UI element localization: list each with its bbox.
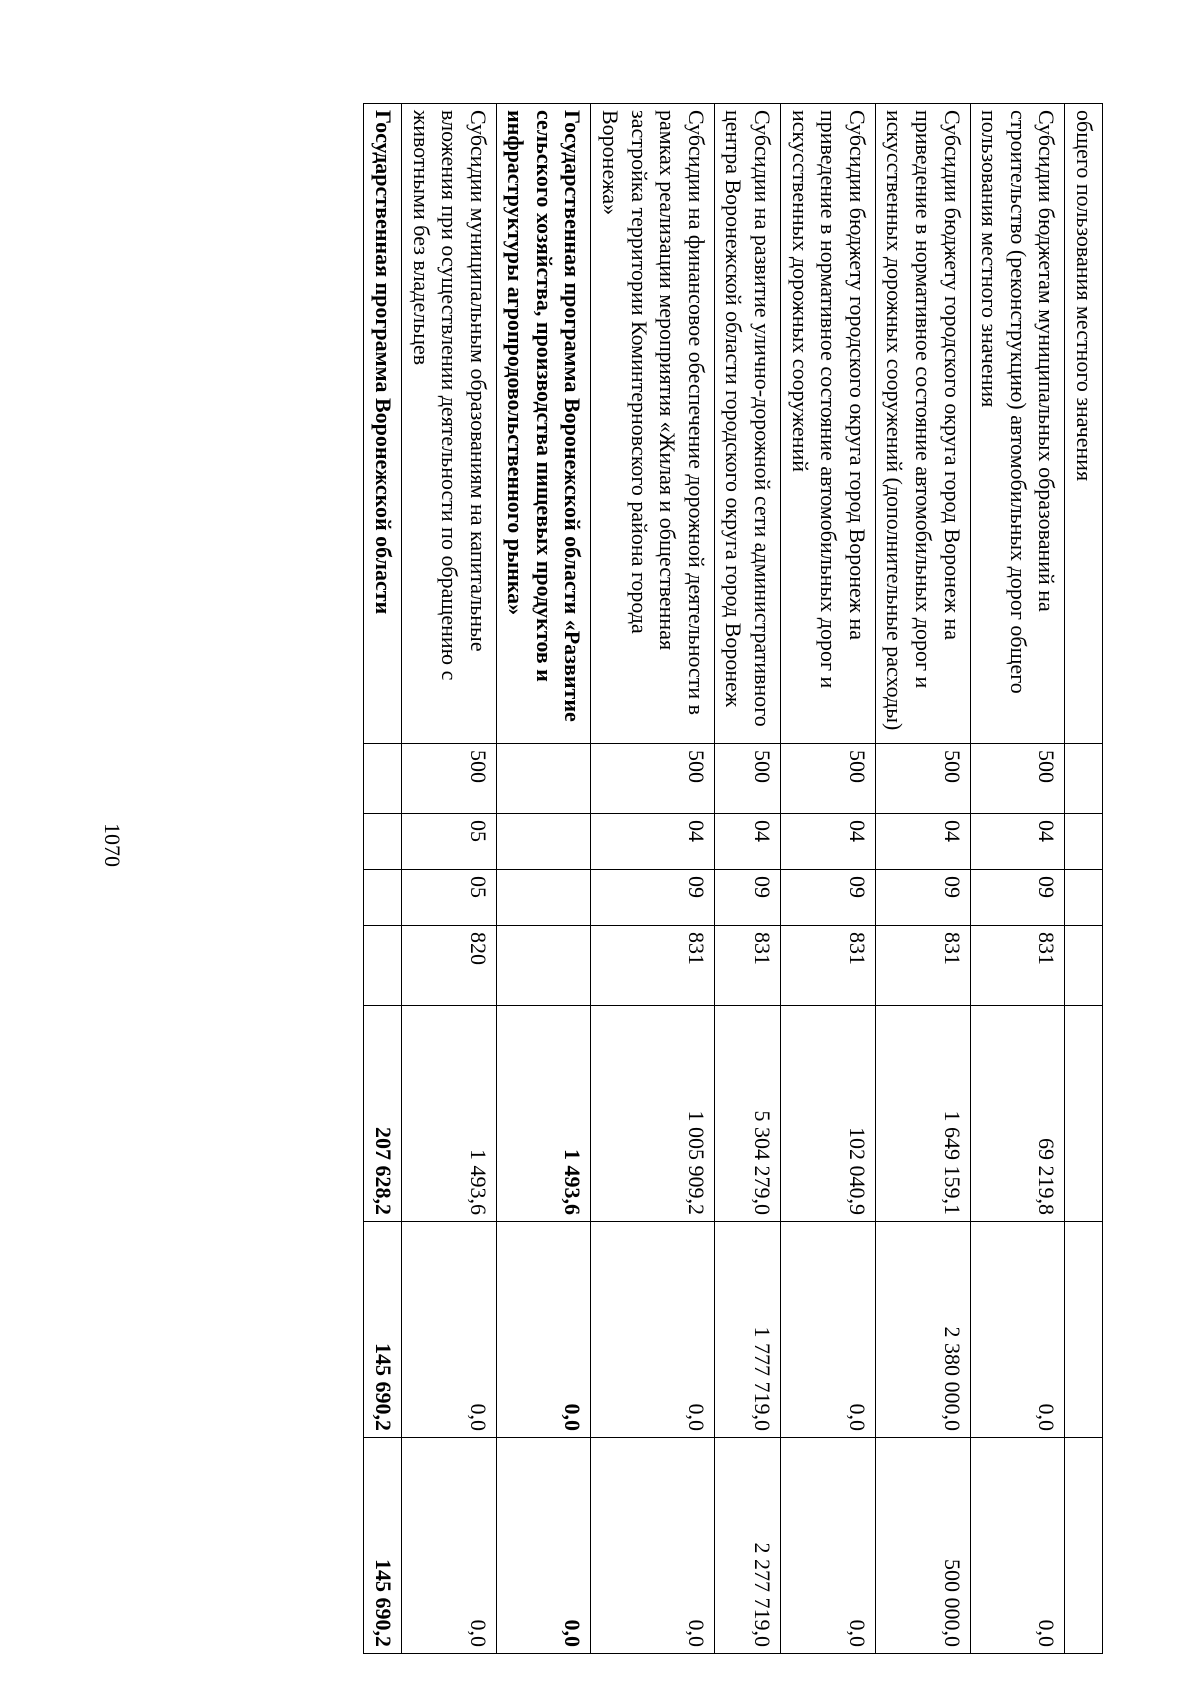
subsection-code: 05 <box>401 870 496 926</box>
amount-year-2: 2 380 000,0 <box>875 1222 970 1438</box>
section-code <box>1065 814 1103 870</box>
grbs-code: 500 <box>781 744 876 814</box>
section-code: 04 <box>875 814 970 870</box>
grbs-code: 500 <box>714 744 780 814</box>
amount-year-2: 145 690,2 <box>364 1222 402 1438</box>
amount-year-3: 0,0 <box>496 1438 591 1654</box>
row-name: Государственная программа Воронежской области «Развитие сельского хозяйства, производства пищевых продуктов и инфраструктуры агропродовольственного рынка» <box>496 104 591 744</box>
row-name: Субсидии муниципальным образованиям на капитальные вложения при осуществлении деятельности по обращению с животными без владельцев <box>401 104 496 744</box>
amount-year-1: 1 005 909,2 <box>591 1006 714 1222</box>
section-code: 04 <box>781 814 876 870</box>
amount-year-3: 2 277 719,0 <box>714 1438 780 1654</box>
table-row <box>591 104 714 1654</box>
expense-type-code <box>364 926 402 1006</box>
amount-year-2: 1 777 719,0 <box>714 1222 780 1438</box>
amount-year-2: 0,0 <box>496 1222 591 1438</box>
expense-type-code: 831 <box>591 926 714 1006</box>
amount-year-1 <box>1065 1006 1103 1222</box>
subsection-code <box>1065 870 1103 926</box>
section-code <box>496 814 591 870</box>
amount-year-1: 1 493,6 <box>496 1006 591 1222</box>
amount-year-2: 0,0 <box>781 1222 876 1438</box>
amount-year-3: 0,0 <box>781 1438 876 1654</box>
expense-type-code: 831 <box>875 926 970 1006</box>
amount-year-1: 102 040,9 <box>781 1006 876 1222</box>
amount-year-2: 0,0 <box>591 1222 714 1438</box>
row-name: общего пользования местного значения <box>1065 104 1103 744</box>
expense-type-code: 831 <box>714 926 780 1006</box>
expense-type-code: 820 <box>401 926 496 1006</box>
budget-table <box>363 103 1103 1654</box>
expense-type-code <box>496 926 591 1006</box>
amount-year-1: 69 219,8 <box>970 1006 1065 1222</box>
grbs-code: 500 <box>401 744 496 814</box>
row-name: Субсидии бюджету городского округа город Воронеж на приведение в нормативное состояние автомобильных дорог и искусственных дорожных сооружений <box>781 104 876 744</box>
amount-year-1: 1 649 159,1 <box>875 1006 970 1222</box>
row-name: Государственная программа Воронежской области <box>364 104 402 744</box>
section-code: 05 <box>401 814 496 870</box>
amount-year-3: 0,0 <box>970 1438 1065 1654</box>
subsection-code <box>496 870 591 926</box>
subsection-code: 09 <box>875 870 970 926</box>
expense-type-code <box>1065 926 1103 1006</box>
amount-year-2: 0,0 <box>970 1222 1065 1438</box>
section-code: 04 <box>714 814 780 870</box>
page-number: 1070 <box>100 823 125 867</box>
table-row-program-total <box>496 104 591 1654</box>
table-row <box>781 104 876 1654</box>
table-row <box>1065 104 1103 1654</box>
section-code: 04 <box>970 814 1065 870</box>
row-name: Субсидии бюджетам муниципальных образований на строительство (реконструкцию) автомобильных дорог общего пользования местного значения <box>970 104 1065 744</box>
amount-year-2: 0,0 <box>401 1222 496 1438</box>
row-name: Субсидии бюджету городского округа город Воронеж на приведение в нормативное состояние автомобильных дорог и искусственных дорожных сооружений (дополнительные расходы) <box>875 104 970 744</box>
amount-year-3 <box>1065 1438 1103 1654</box>
grbs-code <box>1065 744 1103 814</box>
subsection-code: 09 <box>591 870 714 926</box>
grbs-code <box>496 744 591 814</box>
row-name: Субсидии на финансовое обеспечение дорожной деятельности в рамках реализации мероприятия «Жилая и общественная застройка территории Коминтерновского района города Воронежа» <box>591 104 714 744</box>
amount-year-3: 0,0 <box>591 1438 714 1654</box>
amount-year-3: 145 690,2 <box>364 1438 402 1654</box>
table-row <box>875 104 970 1654</box>
subsection-code: 09 <box>781 870 876 926</box>
amount-year-3: 500 000,0 <box>875 1438 970 1654</box>
table-row <box>401 104 496 1654</box>
amount-year-1: 207 628,2 <box>364 1006 402 1222</box>
table-row <box>714 104 780 1654</box>
grbs-code: 500 <box>970 744 1065 814</box>
amount-year-1: 1 493,6 <box>401 1006 496 1222</box>
expense-type-code: 831 <box>781 926 876 1006</box>
subsection-code: 09 <box>714 870 780 926</box>
section-code: 04 <box>591 814 714 870</box>
row-name: Субсидии на развитие улично-дорожной сети административного центра Воронежской области городского округа город Воронеж <box>714 104 780 744</box>
subsection-code <box>364 870 402 926</box>
expense-type-code: 831 <box>970 926 1065 1006</box>
amount-year-3: 0,0 <box>401 1438 496 1654</box>
table-row <box>970 104 1065 1654</box>
grbs-code <box>364 744 402 814</box>
amount-year-1: 5 304 279,0 <box>714 1006 780 1222</box>
grbs-code: 500 <box>875 744 970 814</box>
section-code <box>364 814 402 870</box>
grbs-code: 500 <box>591 744 714 814</box>
amount-year-2 <box>1065 1222 1103 1438</box>
subsection-code: 09 <box>970 870 1065 926</box>
rotated-page-content <box>203 103 1103 1653</box>
table-row-program-total <box>364 104 402 1654</box>
